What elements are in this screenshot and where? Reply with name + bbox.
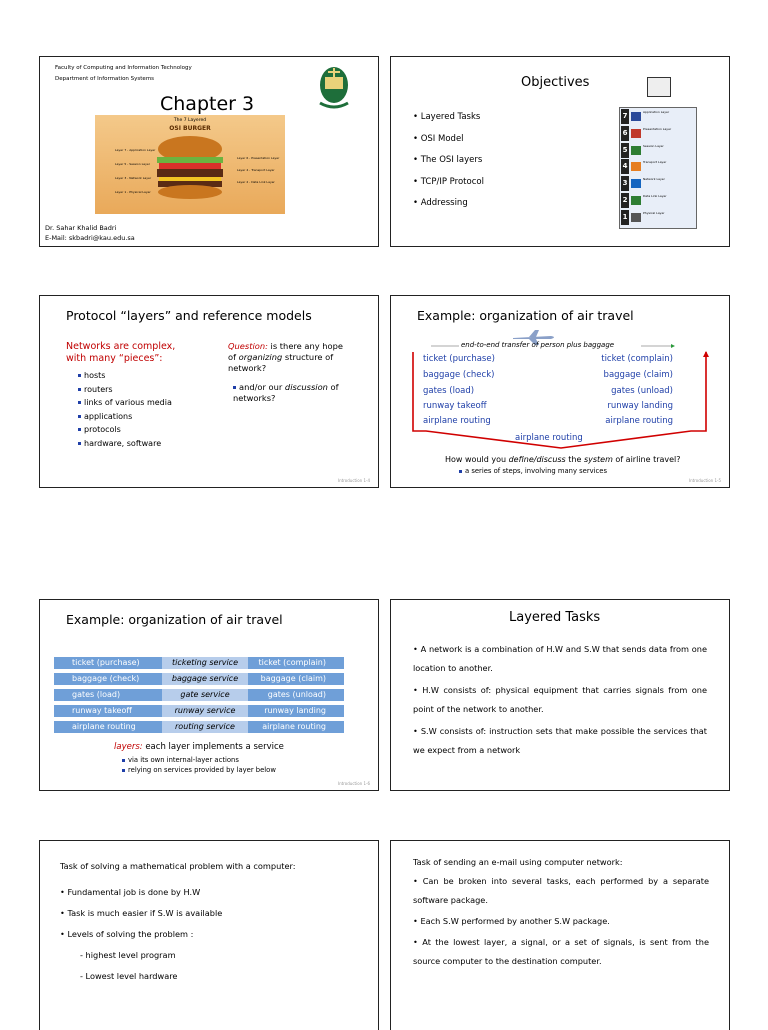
travel-step-right: runway landing	[607, 401, 673, 411]
layered-tasks-body	[413, 640, 707, 760]
layer-table	[40, 655, 379, 735]
slide-footer: Introduction 1-5	[688, 478, 721, 483]
osi-layer-number: 7	[621, 109, 629, 124]
burger-label: Layer 4 - Transport Layer	[237, 168, 275, 172]
slide-objectives	[390, 56, 730, 247]
paragraph: • A network is a combination of H.W and S.W that sends data from one location to another.	[413, 644, 707, 673]
osi-layer-icon	[631, 196, 641, 205]
osi-layer-icon	[631, 179, 641, 188]
list-item: • Each S.W performed by another S.W package.	[413, 916, 610, 926]
osi-layer-row	[621, 126, 693, 141]
layers-caption: layers: each layer implements a service	[114, 742, 284, 752]
burger-label: Layer 1 - Physical Layer	[115, 190, 151, 194]
list-item: applications	[78, 410, 172, 424]
burger-label: Layer 3 - Network Layer	[115, 176, 152, 180]
discussion-text: and/or our discussion of networks?	[233, 382, 339, 403]
list-item: protocols	[78, 423, 172, 437]
layer-left: airplane routing	[72, 722, 136, 731]
osi-layer-row	[621, 193, 693, 208]
osi-layer-row	[621, 176, 693, 191]
list-item: hosts	[78, 369, 172, 383]
osi-layer-name: Data Link Layer	[643, 194, 667, 198]
layer-service: routing service	[162, 721, 248, 733]
slide-protocol-layers	[39, 295, 379, 488]
slide-title-layered-tasks: Layered Tasks	[509, 610, 601, 625]
slide-math-task	[39, 840, 379, 1030]
layers-subs	[122, 755, 276, 775]
math-task-list	[60, 882, 222, 987]
transfer-label: end-to-end transfer of person plus baggage	[461, 341, 615, 349]
osi-layer-name: Network Layer	[643, 177, 665, 182]
list-item: relying on services provided by layer below	[122, 765, 276, 775]
list-item: • OSI Model	[413, 133, 464, 144]
list-item: links of various media	[78, 396, 172, 410]
paragraph: • H.W consists of: physical equipment that carries signals from one point of the network to another.	[413, 685, 707, 714]
osi-layer-number: 6	[621, 126, 629, 141]
list-item: • Fundamental job is done by H.W	[60, 887, 201, 897]
objectives-list	[413, 107, 484, 215]
layer-right: runway landing	[264, 706, 326, 715]
layer-right: gates (unload)	[267, 690, 326, 699]
travel-step-left: ticket (purchase)	[423, 354, 495, 364]
osi-layer-number: 3	[621, 176, 629, 191]
travel-step-right: ticket (complain)	[601, 354, 673, 364]
burger-label: Layer 7 - Application Layer	[115, 148, 156, 152]
list-item: • At the lowest layer, a signal, or a set of signals, is sent from the source computer to the destination computer.	[413, 937, 709, 966]
osi-layer-icon	[631, 162, 641, 171]
osi-layer-name: Presentation Layer	[643, 126, 672, 131]
author-email: E-Mail: skbadri@kau.edu.sa	[45, 234, 135, 242]
osi-layer-name: Application Layer	[643, 110, 670, 114]
slide-title-objectives: Objectives	[521, 75, 590, 90]
list-item: via its own internal-layer actions	[122, 755, 276, 765]
slide-footer: Introduction 1-4	[337, 478, 370, 483]
osi-layer-row	[621, 143, 693, 158]
layer-service: baggage service	[162, 673, 248, 685]
layer-service: runway service	[162, 705, 248, 717]
list-item: routers	[78, 383, 172, 397]
osi-layer-name: Session Layer	[643, 143, 664, 148]
pieces-list	[78, 369, 172, 451]
layer-left: baggage (check)	[72, 674, 140, 683]
osi-layer-row	[621, 109, 693, 124]
osi-layer-number: 2	[621, 193, 629, 208]
list-item: - highest level program	[80, 950, 176, 960]
osi-layer-icon	[631, 146, 641, 155]
burger-subtitle: OSI BURGER	[169, 125, 211, 132]
burger-label: Layer 5 - Session Layer	[115, 162, 150, 166]
layer-left: gates (load)	[72, 690, 121, 699]
osi-layer-name: Physical Layer	[643, 210, 665, 215]
osi-layer-icon	[631, 213, 641, 222]
slide-title-protocol: Protocol “layers” and reference models	[66, 308, 312, 323]
osi-layer-number: 5	[621, 143, 629, 158]
list-item: • Task is much easier if S.W is available	[60, 908, 223, 918]
osi-layer-diagram	[619, 77, 695, 227]
travel-step-right: airplane routing	[605, 416, 673, 426]
list-item: • Layered Tasks	[413, 112, 481, 122]
travel-step-left: runway takeoff	[423, 401, 487, 411]
slide-title	[39, 56, 379, 247]
travel-step-right: baggage (claim)	[603, 370, 673, 380]
math-task-heading: Task of solving a mathematical problem with a computer:	[60, 861, 296, 871]
list-item: • Addressing	[413, 198, 468, 208]
list-item: hardware, software	[78, 437, 172, 451]
osi-layer-icon	[631, 129, 641, 138]
slide-air-travel-1	[390, 295, 730, 488]
layer-service: ticketing service	[162, 657, 248, 669]
layer-left: ticket (purchase)	[72, 658, 140, 667]
computer-icon	[647, 77, 671, 97]
travel-step-left: gates (load)	[423, 386, 475, 396]
list-item: - Lowest level hardware	[80, 971, 178, 981]
osi-layer-name: Transport Layer	[643, 160, 667, 165]
university-logo	[316, 63, 352, 111]
osi-layer-icon	[631, 112, 641, 121]
travel-step-right: gates (unload)	[611, 386, 673, 396]
email-task-heading: Task of sending an e-mail using computer network:	[413, 857, 623, 867]
layer-left: runway takeoff	[72, 706, 132, 715]
travel-step-left: baggage (check)	[423, 370, 495, 380]
burger-label: Layer 6 - Presentation Layer	[237, 156, 280, 160]
slide-layered-tasks	[390, 599, 730, 791]
burger-label: Layer 2 - Data Link Layer	[237, 180, 275, 184]
paragraph: • S.W consists of: instruction sets that make possible the services that we expect from a network	[413, 726, 707, 755]
slide-title-air-travel: Example: organization of air travel	[417, 308, 634, 323]
layer-right: baggage (claim)	[260, 674, 326, 683]
osi-layer-number: 1	[621, 210, 629, 225]
travel-step-middle: airplane routing	[515, 433, 583, 443]
list-item: • Levels of solving the problem :	[60, 929, 194, 939]
burger-title: The 7 Layered	[173, 118, 207, 123]
layer-right: ticket (complain)	[258, 658, 326, 667]
osi-layer-row	[621, 210, 693, 225]
chapter-title: Chapter 3	[160, 93, 255, 115]
slide-title-air-travel-2: Example: organization of air travel	[66, 612, 283, 627]
slide-email-task	[390, 840, 730, 1030]
email-task-list	[413, 872, 709, 971]
slide-air-travel-2	[39, 599, 379, 791]
faculty-text: Faculty of Computing and Information Technology	[55, 65, 192, 71]
slide-footer: Introduction 1-6	[337, 781, 370, 786]
author-name: Dr. Sahar Khalid Badri	[45, 224, 117, 232]
layer-right: airplane routing	[262, 722, 326, 731]
networks-lead: Networks are complex, with many “pieces”:	[66, 341, 176, 364]
osi-layer-number: 4	[621, 159, 629, 174]
question-text: Question: is there any hope of organizing structure of network?	[228, 341, 343, 373]
air-travel-question: How would you define/discuss the system of airline travel?	[445, 455, 681, 464]
list-item: • The OSI layers	[413, 155, 483, 165]
department-text: Department of Information Systems	[55, 76, 155, 82]
air-travel-sub: a series of steps, involving many services	[459, 467, 607, 475]
list-item: • Can be broken into several tasks, each performed by a separate software package.	[413, 876, 709, 905]
osi-burger-image	[95, 115, 285, 214]
list-item: • TCP/IP Protocol	[413, 176, 484, 187]
osi-layer-row	[621, 159, 693, 174]
travel-step-left: airplane routing	[423, 416, 491, 426]
layer-service: gate service	[162, 689, 248, 701]
